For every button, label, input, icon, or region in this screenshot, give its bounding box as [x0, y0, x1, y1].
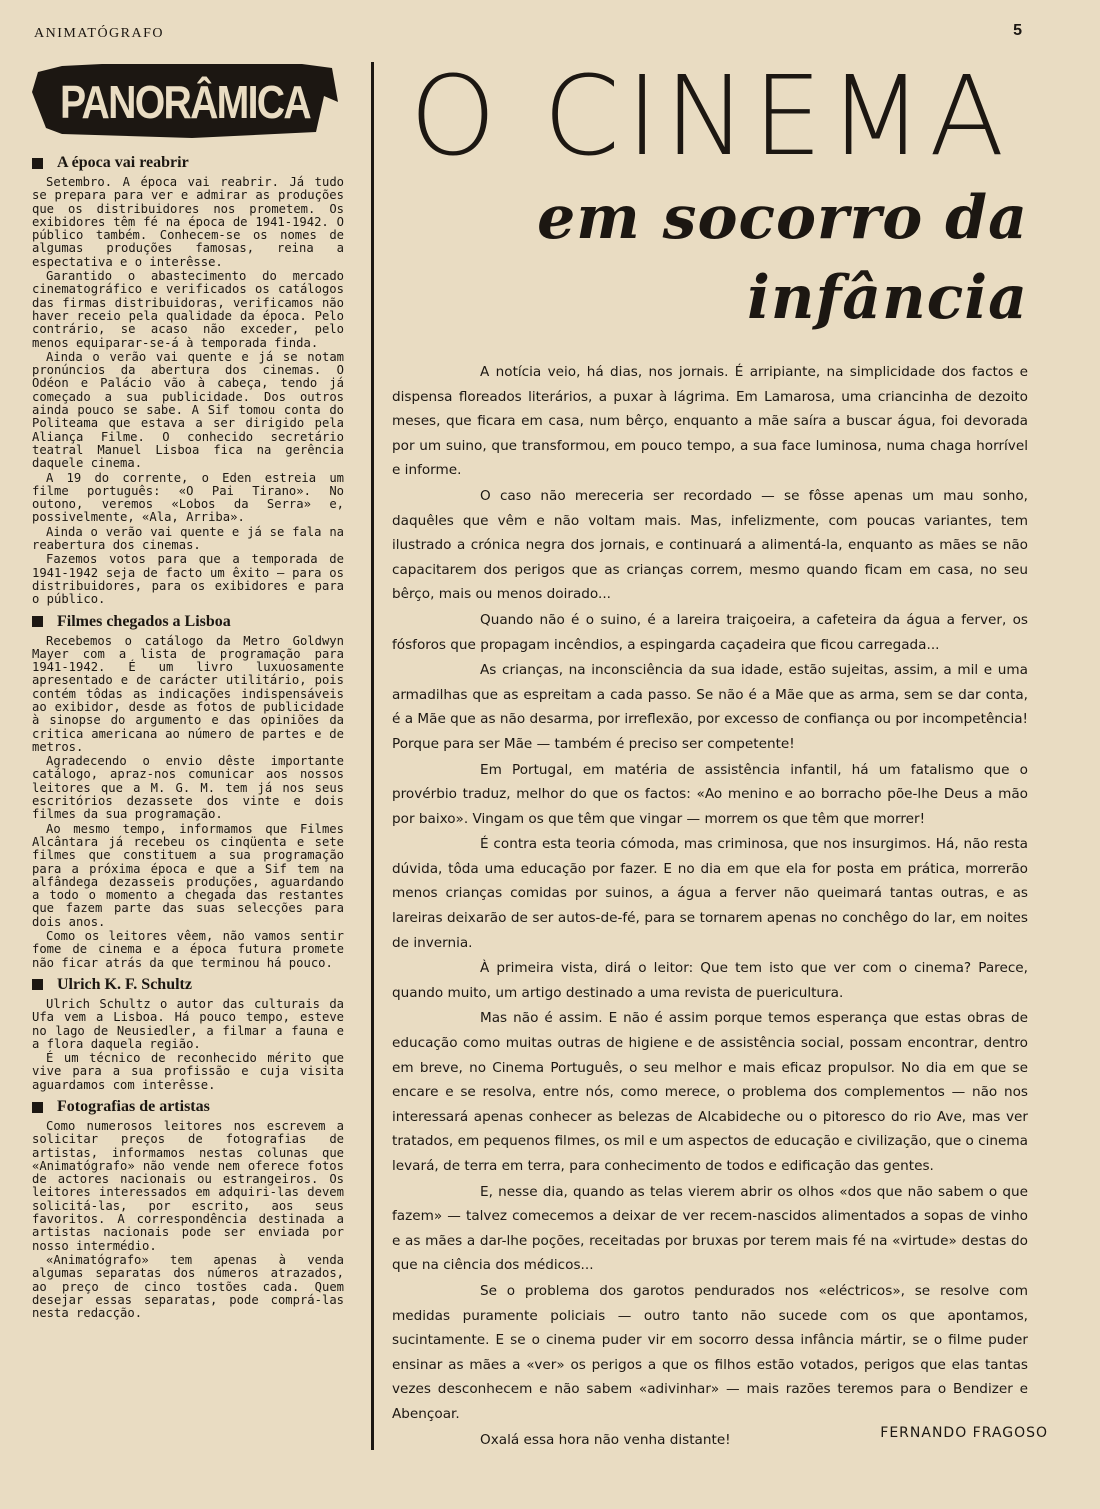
- paragraph: É um técnico de reconhecido mérito que vive para a sua profissão e cuja visita aguardamos com interêsse.: [32, 1051, 344, 1092]
- paragraph: Ao mesmo tempo, informamos que Filmes Alcântara já recebeu os cinqüenta e sete filmes que constituem a sua programação para a próxima época e que a Sif tem na alfândega dezasseis produções, aguardando a todo o momento a chegada das restantes que fazem parte das suas selecções para dois anos.: [32, 821, 344, 929]
- paragraph: Agradecendo o envio dêste importante catálogo, apraz-nos comunicar aos nossos leitores que a M. G. M. tem já nos seus escritórios dezassete dos vinte e dois filmes da sua programação.: [32, 754, 344, 822]
- article-paragraph: À primeira vista, dirá o leitor: Que tem isto que ver com o cinema? Parece, quando muito, um artigo destinado a uma revista de puericultura.: [392, 960, 1028, 1001]
- article-paragraph: Mas não é assim. E não é assim porque temos esperança que estas obras de educação como muitas outras de higiene e de assistência social, possam encontrar, dentro em breve, no Cinema Português, o seu melhor e mais eficaz propulsor. No dia em que se encare e se resolva, entre nós, como merece, o problema dos complementos — não nos interessará apenas conhecer as belezas de Alcabideche ou o pitoresco do rio Ave, mas ver tratados, em pequenos filmes, os mil e um aspectos de educação e civilização, que o cinema levará, de terra em terra, para conhecimento de todos e edificação das gentes.: [392, 1010, 1028, 1174]
- article-title: O CINEMA: [409, 52, 1011, 180]
- article-paragraph: Quando não é o suino, é a lareira traiçoeira, a cafeteira da água a ferver, os fósforos que propagam incêndios, a espingarda caçadeira que ficou carregada...: [392, 611, 1028, 653]
- article-paragraph: O caso não mereceria ser recordado — se fôsse apenas um mau sonho, daquêles que vêm e não voltam mais. Mas, infelizmente, com poucas variantes, tem ilustrado a crónica negra dos jornais, e continuará a alimentá-la, enquanto as mães se não capacitarem dos perigos que as crianças correm, mesmo quando ficam em casa, no seu bêrço, mais ou menos doirado...: [392, 487, 1028, 603]
- paragraph: Como os leitores vêem, não vamos sentir fome de cinema e a época futura promete não ficar atrás da que terminou há pouco.: [32, 929, 344, 970]
- author-signature: FERNANDO FRAGOSO: [880, 1425, 1048, 1441]
- square-bullet-icon: [32, 1102, 43, 1113]
- article-subtitle: em socorro da infância: [537, 183, 1028, 333]
- panoramica-banner: [32, 62, 338, 142]
- article-paragraph: As crianças, na inconsciência da sua idade, estão sujeitas, assim, a mil e uma armadilhas que as espreitam a cada passo. Se não é a Mãe que as arma, sem se dar conta, é a Mãe que as não desarma, por irreflexão, por excesso de confiança ou por incompetência! Porque para ser Mãe — também é preciso ser competente!: [392, 662, 1028, 752]
- section-fotografias: [32, 1098, 344, 1320]
- panoramica-column: [32, 62, 344, 1321]
- article-body: [392, 360, 1028, 1452]
- section-filmes: [32, 613, 344, 970]
- square-bullet-icon: [32, 979, 43, 990]
- article-paragraph: Se o problema dos garotos pendurados nos «eléctricos», se resolve com medidas puramente policiais — outro tanto não sucede com os que apontamos, sucintamente. E se o cinema puder vir em socorro dessa infância mártir, se o filme puder ensinar as mães a «ver» os perigos a que os filhos estão votados, perigos que elas tantas vezes desconhecem e não sabem «adivinhar» — mais razões teremos para o Bendizer e Abençoar.: [392, 1282, 1028, 1422]
- paragraph: A 19 do corrente, o Eden estreia um filme português: «O Pai Tirano». No outono, veremos «Lobos da Serra» e, possivelmente, «Ala, Arriba».: [32, 470, 344, 525]
- section-epoca: [32, 154, 344, 607]
- article-paragraph: A notícia veio, há dias, nos jornais. É arripiante, na simplicidade dos factos e dispensa floreados literários, a puxar à lágrima. Em Lamarosa, uma criancinha de dezoito meses, que ficara em casa, num bêrço, enquanto a mãe saíra a buscar água, foi devorada por um suino, que transformou, em pouco tempo, a sua face luminosa, numa chaga horrível e informe.: [392, 364, 1028, 479]
- paragraph: Garantido o abastecimento do mercado cinematográfico e verificados os catálogos das firmas distribuidoras, verificamos não haver receio pela qualidade da época. Pelo contrário, se acaso não exceder, pelo menos equiparar-se-á à temporada finda.: [32, 269, 344, 350]
- page-header: [34, 22, 1022, 46]
- article-paragraph: É contra esta teoria cómoda, mas criminosa, que nos insurgimos. Há, não resta dúvida, tôda uma educação por fazer. E no dia em que ela for posta em prática, morrerão menos crianças comidas por suinos, a água a ferver não queimará tantas outras, e as lareiras deixarão de ser autos-de-fé, para se tornarem apenas no conchêgo do lar, em noites de invernia.: [392, 836, 1028, 951]
- paragraph: Ulrich Schultz o autor das culturais da Ufa vem a Lisboa. Há pouco tempo, esteve no lago de Neusiedler, a filmar a fauna e a flora daquela região.: [32, 996, 344, 1051]
- paragraph: Como numerosos leitores nos escrevem a solicitar preços de fotografias de artistas, informamos nestas colunas que «Animatógrafo» não vende nem oferece fotos de actores nacionais ou estrangeiros. Os leitores interessados em adquiri-las devem solicitá-las, por escrito, aos seus favoritos. A correspondência destinada a artistas nacionais pode ser enviada por nosso intermédio.: [32, 1119, 344, 1253]
- paragraph: Ainda o verão vai quente e já se notam pronúncios da abertura dos cinemas. O Odéon e Palácio vão à cabeça, tendo já começado a sua publicidade. Dos outros ainda pouco se sabe. A Sif tomou conta do Politeama que estava a ser dirigido pela Aliança Filme. O conhecido secretário teatral Manuel Lisboa fica na gerência daquele cinema.: [32, 349, 344, 471]
- square-bullet-icon: [32, 616, 43, 627]
- section-heading: A época vai reabrir: [32, 154, 344, 172]
- paragraph: Recebemos o catálogo da Metro Goldwyn Mayer com a lista de programação para 1941-1942. É um livro luxuosamente apresentado e de carácter utilitário, pois contém tôdas as indicações indispensáveis ao exibidor, desde as fotos de publicidade à sinopse do argumento e das opiniões da critica americana ao número de partes e de metros.: [32, 633, 344, 754]
- column-divider: [371, 62, 374, 1450]
- banner-text: PANORÂMICA: [60, 76, 311, 128]
- paragraph: Fazemos votos para que a temporada de 1941-1942 seja de facto um êxito — para os distribuidores, para os exibidores e para o público.: [32, 552, 344, 607]
- paragraph: «Animatógrafo» tem apenas à venda algumas separatas dos números atrazados, ao preço de cinco tostões cada. Quem desejar essas separatas, pode comprá-las nesta redacção.: [32, 1252, 344, 1321]
- section-heading: Filmes chegados a Lisboa: [32, 613, 344, 631]
- article-column: [392, 52, 1028, 1453]
- page-number: 5: [1013, 22, 1022, 39]
- section-heading: Ulrich K. F. Schultz: [32, 976, 344, 994]
- article-paragraph: E, nesse dia, quando as telas vierem abrir os olhos «dos que não sabem o que fazem» — talvez comecemos a deixar de ver recem-nascidos alimentados a sopas de vinho e as mães a dar-lhe poções, receitadas por bruxas por terem mais fé na «virtude» destas do que na ciência dos médicos...: [392, 1183, 1028, 1274]
- article-paragraph: Em Portugal, em matéria de assistência infantil, há um fatalismo que o provérbio traduz, melhor do que os factos: «Ao menino e ao borracho põe-lhe Deus a mão por baixo». Vingam os que têm que vingar — morrem os que têm que morrer!: [392, 761, 1028, 827]
- section-schultz: [32, 976, 344, 1092]
- paragraph: Ainda o verão vai quente e já se fala na reabertura dos cinemas.: [32, 524, 344, 553]
- magazine-name: ANIMATÓGRAFO: [34, 26, 165, 41]
- paragraph: Setembro. A época vai reabrir. Já tudo se prepara para ver e admirar as produções que os distribuidores nos prometem. Os exibidores têm fé na época de 1941-1942. O público também. Conhecem-se os nomes de algumas produções famosas, reina a espectativa e o interêsse.: [32, 175, 344, 269]
- square-bullet-icon: [32, 158, 43, 169]
- section-heading: Fotografias de artistas: [32, 1098, 344, 1116]
- article-paragraph: Oxalá essa hora não venha distante!: [480, 1431, 731, 1448]
